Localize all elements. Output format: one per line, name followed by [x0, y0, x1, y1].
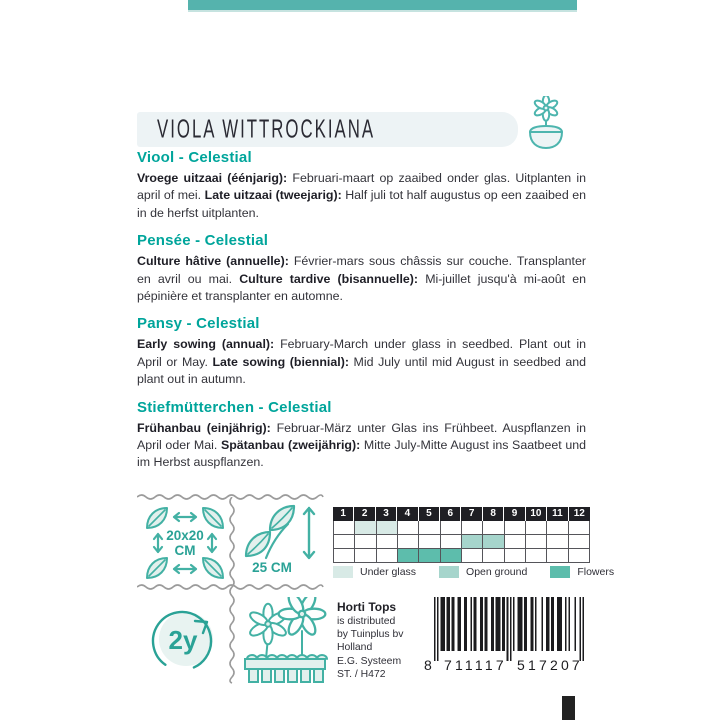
calendar-cell-open-ground-10 [526, 535, 547, 549]
calendar-cell-flowers-12 [569, 549, 590, 563]
ean13-barcode [424, 597, 594, 675]
spacing-label [160, 529, 210, 558]
calendar-cell-under-glass-3 [377, 521, 398, 535]
lead-text: Early sowing (annual): [137, 337, 281, 352]
calendar-month-header: 10 [526, 507, 547, 521]
calendar-cell-flowers-10 [526, 549, 547, 563]
calendar-cell-flowers-11 [547, 549, 568, 563]
distributor-line: E.G. Systeem [337, 655, 402, 667]
calendar-cell-flowers-5 [419, 549, 440, 563]
section-body-french [137, 253, 586, 305]
calendar-grid [333, 521, 590, 563]
legend-swatch-flowers [550, 566, 570, 578]
calendar-cell-under-glass-1 [334, 521, 355, 535]
distributor-line: by Tuinplus bv [337, 629, 404, 641]
legend-label-flowers: Flowers [577, 566, 615, 578]
body-text: Mid July until mid August in seedbed and plant out in autumn. [137, 354, 587, 387]
section-english [137, 315, 586, 388]
section-dutch [137, 149, 586, 222]
section-heading-dutch: Viool - Celestial [137, 149, 252, 166]
calendar-cell-open-ground-12 [569, 535, 590, 549]
section-heading-german: Stiefmütterchen - Celestial [137, 398, 332, 416]
calendar-cell-flowers-4 [398, 549, 419, 563]
distributor-line: ST. / H472 [337, 668, 386, 680]
flower-box-icon [240, 597, 330, 689]
section-heading-english: Pansy - Celestial [137, 315, 260, 333]
body-text: Februari-maart op zaaibed onder glas. Uitplanten in april of mei. [137, 171, 586, 203]
distributor-info [337, 600, 403, 681]
calendar-cell-flowers-9 [505, 549, 526, 563]
calendar-cell-open-ground-8 [483, 535, 504, 549]
calendar-month-header: 12 [573, 508, 585, 519]
calendar-cell-open-ground-11 [547, 535, 568, 549]
calendar-cell-flowers-3 [377, 549, 398, 563]
section-body-german [137, 420, 586, 472]
calendar-cell-under-glass-2 [355, 521, 376, 535]
calendar-cell-flowers-1 [334, 549, 355, 563]
legend-label-open-ground: Open ground [466, 566, 528, 578]
calendar-legend [333, 566, 630, 578]
calendar-month-header: 3 [376, 507, 397, 521]
section-french [137, 232, 586, 305]
barcode-right-digits: 517207 [517, 657, 583, 673]
height-label: 25 CM [252, 560, 292, 575]
section-german [137, 399, 586, 472]
calendar-cell-open-ground-2 [355, 535, 376, 549]
calendar-cell-flowers-2 [355, 549, 376, 563]
spacing-unit: CM [174, 542, 196, 558]
barcode-first-digit: 8 [424, 657, 432, 673]
calendar-month-header: 4 [397, 507, 418, 521]
calendar-cell-under-glass-7 [462, 521, 483, 535]
print-registration-mark [562, 696, 575, 720]
top-color-bar [188, 0, 577, 10]
calendar-cell-under-glass-4 [398, 521, 419, 535]
body-text: Mitte July-Mitte August ins Saatbeet und im Herbst auspflanzen. [137, 438, 586, 470]
lead-text: Late uitzaai (tweejarig): [204, 188, 346, 203]
calendar-cell-open-ground-6 [441, 535, 462, 549]
calendar-cell-under-glass-10 [526, 521, 547, 535]
distributor-name: Horti Tops [337, 600, 397, 614]
calendar-cell-under-glass-6 [441, 521, 462, 535]
calendar-cell-open-ground-3 [377, 535, 398, 549]
calendar-month-header: 5 [419, 507, 440, 521]
lead-text: Spätanbau (zweijährig): [220, 438, 364, 453]
calendar-cell-flowers-7 [462, 549, 483, 563]
calendar-month-row [333, 507, 590, 521]
lead-text: Culture tardive (bisannuelle): [239, 271, 426, 286]
section-heading-french: Pensée - Celestial [137, 232, 269, 250]
body-text: February-March under glass in seedbed. Plant out in April or May. [137, 337, 586, 369]
body-text: Half juli tot half augustus op een zaaibed en in de herfst uitplanten. [137, 188, 586, 220]
calendar-cell-under-glass-11 [547, 521, 568, 535]
calendar-cell-flowers-6 [441, 549, 462, 563]
calendar-cell-flowers-8 [483, 549, 504, 563]
calendar-cell-under-glass-9 [505, 521, 526, 535]
distributor-line: Holland [337, 642, 373, 654]
calendar-month-header: 6 [440, 507, 461, 521]
lead-text: Frühanbau (einjährig): [137, 420, 277, 435]
lead-text: Culture hâtive (annuelle): [137, 254, 294, 269]
calendar-month-header: 8 [483, 507, 504, 521]
legend-label-under-glass: Under glass [360, 566, 417, 578]
culture-instructions [137, 149, 586, 482]
calendar-cell-under-glass-8 [483, 521, 504, 535]
legend-swatch-under-glass [333, 566, 353, 578]
calendar-cell-under-glass-5 [419, 521, 440, 535]
lead-text: Late sowing (biennial): [212, 354, 354, 369]
sowing-calendar [333, 507, 590, 563]
calendar-cell-open-ground-7 [462, 535, 483, 549]
legend-swatch-open-ground [439, 566, 459, 578]
distributor-line: is distributed [337, 616, 396, 627]
calendar-month-header: 9 [504, 507, 525, 521]
calendar-month-header: 1 [333, 507, 354, 521]
calendar-cell-open-ground-1 [334, 535, 355, 549]
calendar-cell-open-ground-5 [419, 535, 440, 549]
cycle-label: 2y [168, 625, 198, 655]
body-text: Mi-juillet jusqu'à mi-août en pépinière et transplanter en automne. [137, 271, 586, 304]
section-body-dutch [137, 170, 586, 222]
calendar-cell-under-glass-12 [569, 521, 590, 535]
section-body-english [137, 336, 586, 388]
spacing-value: 20x20 [166, 528, 204, 543]
lead-text: Vroege uitzaai (éénjarig): [137, 171, 293, 185]
calendar-month-header: 2 [354, 507, 375, 521]
barcode-left-digits: 711117 [444, 657, 507, 673]
calendar-cell-open-ground-9 [505, 535, 526, 549]
body-text: Février-mars sous châssis sur couche. Transplanter en avril ou mai. [137, 254, 586, 286]
body-text: Februar-März unter Glas ins Frühbeet. Auspflanzen in April oder Mai. [137, 420, 586, 453]
calendar-cell-open-ground-4 [398, 535, 419, 549]
calendar-month-header: 11 [547, 507, 568, 521]
species-banner [137, 112, 518, 147]
species-title: VIOLA WITTROCKIANA [157, 115, 376, 144]
calendar-month-header: 7 [461, 507, 482, 521]
